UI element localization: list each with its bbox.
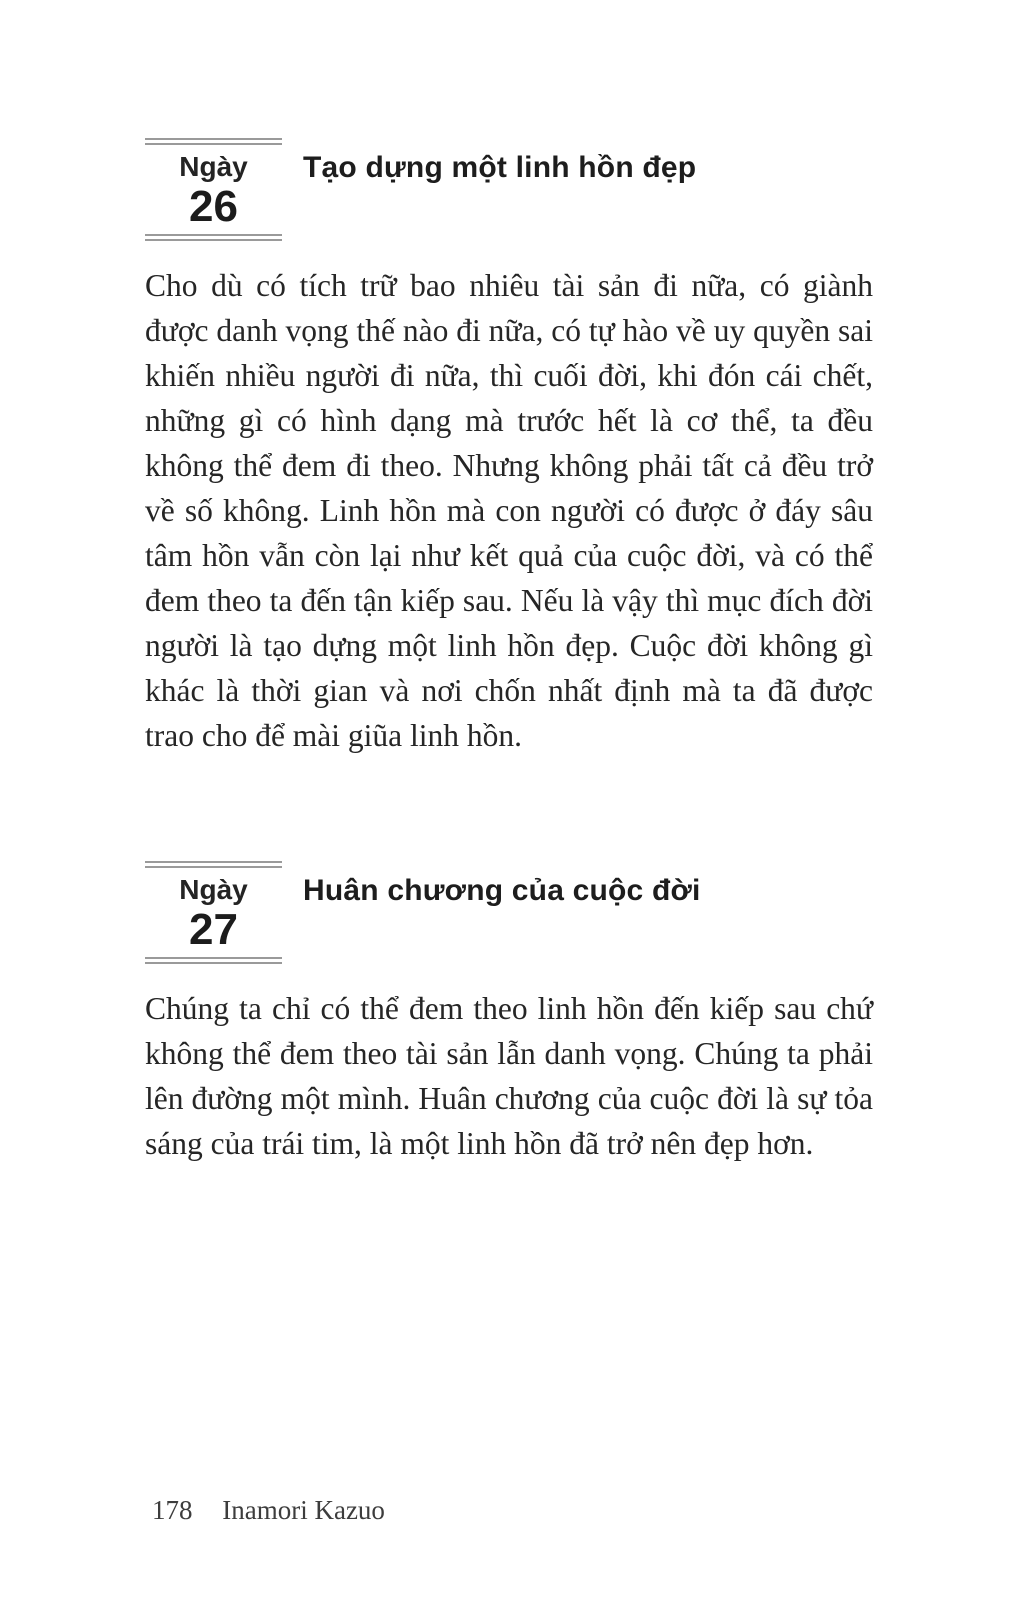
entry-title: Huân chương của cuộc đời <box>303 874 701 907</box>
day-box-27 <box>145 861 282 964</box>
entry-body: Cho dù có tích trữ bao nhiêu tài sản đi nữa, có giành được danh vọng thế nào đi nữa, có tự hào về uy quyền sai khiến nhiều người đi nữa, thì cuối đời, khi đón cái chết, những gì có hình dạng mà trước hết là cơ thể, ta đều không thể đem đi theo. Nhưng không phải tất cả đều trở về số không. Linh hồn mà con người có được ở đáy sâu tâm hồn vẫn còn lại như kết quả của cuộc đời, và có thể đem theo ta đến tận kiếp sau. Nếu là vậy thì mục đích đời người là tạo dựng một linh hồn đẹp. Cuộc đời không gì khác là thời gian và nơi chốn nhất định mà ta đã được trao cho để mài giũa linh hồn. <box>145 268 873 753</box>
day-box-top-rule <box>145 861 282 868</box>
entry-day-27 <box>145 861 873 1166</box>
day-number: 26 <box>189 182 238 231</box>
author-name: Inamori Kazuo <box>222 1495 385 1525</box>
page-number: 178 <box>152 1495 193 1525</box>
day-label: Ngày <box>179 874 248 905</box>
entry-header-26 <box>145 138 873 241</box>
day-box-bottom-rule <box>145 234 282 241</box>
entry-body: Chúng ta chỉ có thể đem theo linh hồn đến kiếp sau chứ không thể đem theo tài sản lẫn danh vọng. Chúng ta phải lên đường một mình. Huân chương của cuộc đời là sự tỏa sáng của trái tim, là một linh hồn đã trở nên đẹp hơn. <box>145 991 873 1161</box>
day-box-bottom-rule <box>145 957 282 964</box>
page-footer <box>152 1494 385 1526</box>
entry-title: Tạo dựng một linh hồn đẹp <box>303 151 697 184</box>
entry-header-27 <box>145 861 873 964</box>
entry-day-26 <box>145 138 873 758</box>
day-box-26 <box>145 138 282 241</box>
day-label: Ngày <box>179 151 248 182</box>
day-number: 27 <box>189 905 238 954</box>
day-box-top-rule <box>145 138 282 145</box>
